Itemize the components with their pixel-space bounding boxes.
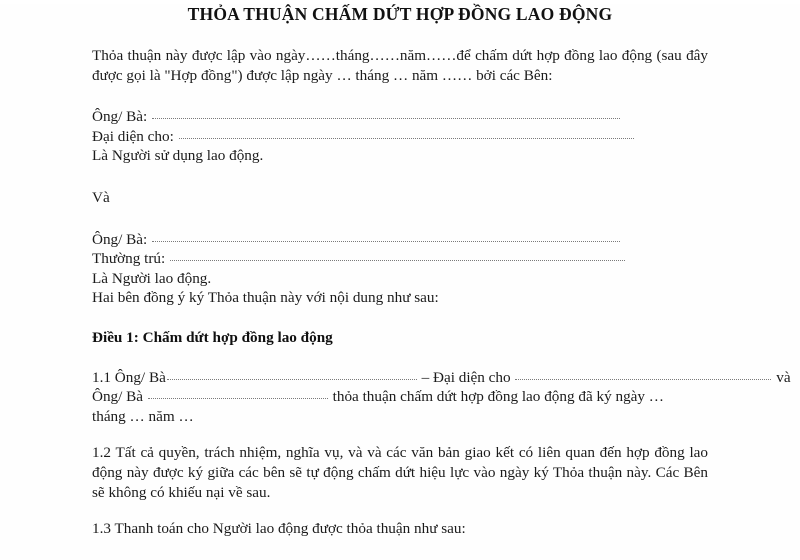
employee-name-label: Ông/ Bà: bbox=[92, 230, 148, 248]
document-page bbox=[0, 4, 800, 560]
employer-representative-row bbox=[92, 127, 708, 147]
spacer bbox=[92, 85, 708, 107]
employer-representative-label: Đại diện cho: bbox=[92, 127, 174, 145]
clause-1-3: 1.3 Thanh toán cho Người lao động được thỏa thuận như sau: bbox=[92, 520, 466, 538]
clause-1-1-line-2 bbox=[92, 387, 708, 407]
employee-role-line: Là Người lao động. bbox=[92, 269, 212, 287]
spacer bbox=[92, 166, 708, 188]
clause-1-1-line-3: tháng … năm … bbox=[92, 407, 194, 425]
employee-residence-blank[interactable] bbox=[170, 251, 625, 261]
spacer bbox=[92, 502, 708, 519]
spacer bbox=[92, 208, 708, 230]
clause-1-1-line-1 bbox=[92, 368, 791, 388]
employee-residence-label: Thường trú: bbox=[92, 250, 166, 268]
clause-1-2: 1.2 Tất cả quyền, trách nhiệm, nghĩa vụ, và và các văn bản giao kết có liên quan đến hợp đồng lao động này được ký giữa các bên sẽ tự động chấm dứt hiệu lực vào ngày ký Thỏa thuận này. Các Bên sẽ không có khiếu nại về sau. bbox=[92, 444, 708, 501]
intro-paragraph: Thỏa thuận này được lập vào ngày……tháng……năm……để chấm dứt hợp đồng lao động (sau đây được gọi là "Hợp đồng") được lập ngày … tháng … năm …… bởi các Bên: bbox=[92, 47, 708, 84]
clause-1-1-label: 1.1 Ông/ Bà bbox=[92, 368, 166, 386]
clause-1-1-name-blank[interactable] bbox=[167, 370, 417, 380]
article-1-heading: Điều 1: Chấm dứt hợp đồng lao động bbox=[92, 328, 333, 346]
spacer bbox=[92, 348, 708, 368]
employee-name-row bbox=[92, 230, 708, 250]
conjunction-va: Và bbox=[92, 188, 110, 206]
document-body bbox=[92, 46, 791, 539]
spacer bbox=[92, 308, 708, 328]
clause-1-1-and: và bbox=[776, 368, 791, 386]
employer-role-line: Là Người sử dụng lao động. bbox=[92, 147, 264, 165]
clause-1-1-representative-blank[interactable] bbox=[515, 370, 771, 380]
employee-residence-row bbox=[92, 249, 708, 269]
employee-name-blank[interactable] bbox=[152, 232, 620, 242]
employer-name-row bbox=[92, 107, 708, 127]
agreement-intro-line: Hai bên đồng ý ký Thỏa thuận này với nội dung như sau: bbox=[92, 289, 439, 307]
clause-1-1-tail: thỏa thuận chấm dứt hợp đồng lao động đã ký ngày … bbox=[332, 388, 664, 406]
clause-1-1-second-label: Ông/ Bà bbox=[92, 388, 144, 406]
page-title: THỎA THUẬN CHẤM DỨT HỢP ĐỒNG LAO ĐỘNG bbox=[187, 4, 613, 24]
clause-1-1-dash-label: – Đại diện cho bbox=[421, 368, 511, 386]
employer-name-label: Ông/ Bà: bbox=[92, 108, 148, 126]
employer-representative-blank[interactable] bbox=[179, 129, 634, 139]
employer-name-blank[interactable] bbox=[152, 109, 620, 119]
spacer bbox=[92, 426, 708, 443]
clause-1-1-second-blank[interactable] bbox=[148, 389, 328, 399]
